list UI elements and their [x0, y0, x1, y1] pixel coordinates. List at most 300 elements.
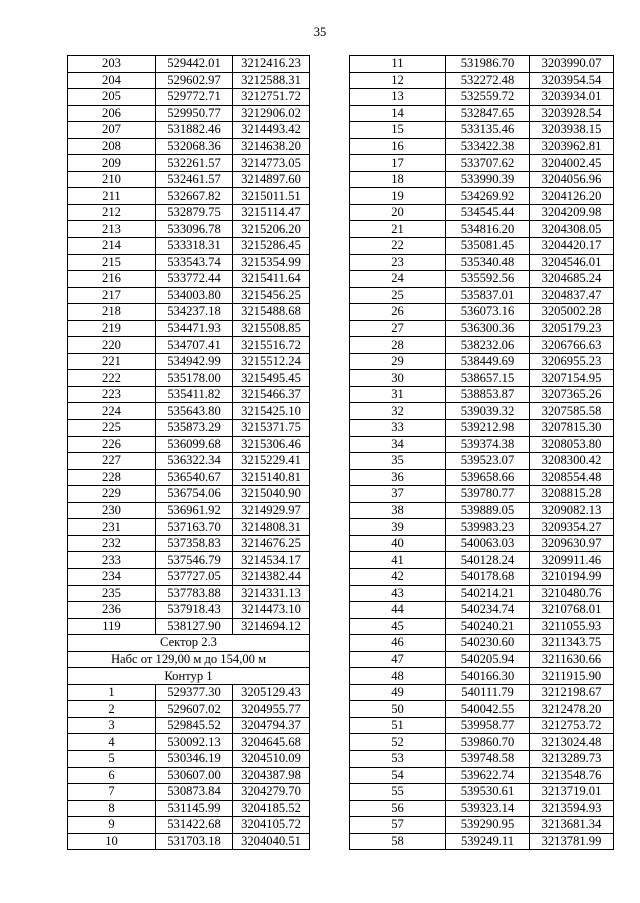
y-coordinate-cell: 3214808.31	[233, 519, 310, 536]
y-coordinate-cell: 3203962.81	[530, 138, 614, 155]
x-coordinate-cell: 532559.72	[446, 89, 530, 106]
point-number-cell: 212	[68, 204, 156, 221]
y-coordinate-cell: 3213548.76	[530, 767, 614, 784]
y-coordinate-cell: 3203990.07	[530, 56, 614, 73]
y-coordinate-cell: 3214676.25	[233, 535, 310, 552]
table-row	[68, 817, 310, 834]
table-row	[350, 784, 614, 801]
point-number-cell: 208	[68, 138, 156, 155]
table-row	[68, 403, 310, 420]
table-row	[350, 254, 614, 271]
x-coordinate-cell: 533318.31	[156, 238, 233, 255]
y-coordinate-cell: 3204546.01	[530, 254, 614, 271]
point-number-cell: 3	[68, 717, 156, 734]
point-number-cell: 216	[68, 271, 156, 288]
x-coordinate-cell: 536961.92	[156, 502, 233, 519]
point-number-cell: 6	[68, 767, 156, 784]
table-row	[350, 403, 614, 420]
table-row	[350, 767, 614, 784]
point-number-cell: 53	[350, 750, 446, 767]
table-row	[350, 469, 614, 486]
x-coordinate-cell: 532261.57	[156, 155, 233, 172]
table-row	[68, 502, 310, 519]
table-row	[68, 188, 310, 205]
x-coordinate-cell: 537163.70	[156, 519, 233, 536]
y-coordinate-cell: 3204387.98	[233, 767, 310, 784]
x-coordinate-cell: 533135.46	[446, 122, 530, 139]
y-coordinate-cell: 3210480.76	[530, 585, 614, 602]
y-coordinate-cell: 3209354.27	[530, 519, 614, 536]
y-coordinate-cell: 3214473.10	[233, 602, 310, 619]
x-coordinate-cell: 529377.30	[156, 684, 233, 701]
sector-title: Сектор 2.3	[68, 635, 310, 652]
x-coordinate-cell: 534237.18	[156, 304, 233, 321]
point-number-cell: 16	[350, 138, 446, 155]
table-row	[68, 221, 310, 238]
x-coordinate-cell: 539530.61	[446, 784, 530, 801]
point-number-cell: 27	[350, 320, 446, 337]
table-row	[68, 784, 310, 801]
y-coordinate-cell: 3212416.23	[233, 56, 310, 73]
x-coordinate-cell: 540042.55	[446, 701, 530, 718]
table-row	[68, 750, 310, 767]
x-coordinate-cell: 539748.58	[446, 750, 530, 767]
x-coordinate-cell: 538232.06	[446, 337, 530, 354]
x-coordinate-cell: 529772.71	[156, 89, 233, 106]
y-coordinate-cell: 3208053.80	[530, 436, 614, 453]
table-row	[350, 833, 614, 850]
table-row	[350, 602, 614, 619]
x-coordinate-cell: 530346.19	[156, 750, 233, 767]
x-coordinate-cell: 540166.30	[446, 668, 530, 685]
x-coordinate-cell: 531703.18	[156, 833, 233, 850]
table-row	[350, 668, 614, 685]
table-row	[350, 817, 614, 834]
y-coordinate-cell: 3214638.20	[233, 138, 310, 155]
x-coordinate-cell: 534942.99	[156, 353, 233, 370]
table-row	[68, 138, 310, 155]
y-coordinate-cell: 3205002.28	[530, 304, 614, 321]
x-coordinate-cell: 534003.80	[156, 287, 233, 304]
x-coordinate-cell: 534471.93	[156, 320, 233, 337]
table-row	[350, 684, 614, 701]
point-number-cell: 232	[68, 535, 156, 552]
x-coordinate-cell: 533707.62	[446, 155, 530, 172]
point-number-cell: 221	[68, 353, 156, 370]
point-number-cell: 18	[350, 171, 446, 188]
x-coordinate-cell: 529442.01	[156, 56, 233, 73]
x-coordinate-cell: 539523.07	[446, 453, 530, 470]
point-number-cell: 20	[350, 204, 446, 221]
y-coordinate-cell: 3215456.25	[233, 287, 310, 304]
point-number-cell: 234	[68, 568, 156, 585]
point-number-cell: 17	[350, 155, 446, 172]
y-coordinate-cell: 3203954.54	[530, 72, 614, 89]
table-row	[350, 519, 614, 536]
point-number-cell: 226	[68, 436, 156, 453]
y-coordinate-cell: 3204002.45	[530, 155, 614, 172]
sector-height-range: Набс от 129,00 м до 154,00 м	[68, 651, 310, 668]
table-row	[350, 155, 614, 172]
table-row	[68, 122, 310, 139]
point-number-cell: 36	[350, 469, 446, 486]
point-number-cell: 223	[68, 386, 156, 403]
table-row	[68, 486, 310, 503]
point-number-cell: 215	[68, 254, 156, 271]
point-number-cell: 231	[68, 519, 156, 536]
table-row	[68, 386, 310, 403]
y-coordinate-cell: 3205129.43	[233, 684, 310, 701]
sector-title-row	[68, 635, 310, 652]
x-coordinate-cell: 540205.94	[446, 651, 530, 668]
point-number-cell: 26	[350, 304, 446, 321]
table-row	[68, 337, 310, 354]
y-coordinate-cell: 3214331.13	[233, 585, 310, 602]
point-number-cell: 33	[350, 420, 446, 437]
y-coordinate-cell: 3204420.17	[530, 238, 614, 255]
y-coordinate-cell: 3214534.17	[233, 552, 310, 569]
x-coordinate-cell: 540111.79	[446, 684, 530, 701]
table-row	[68, 800, 310, 817]
y-coordinate-cell: 3211055.93	[530, 618, 614, 635]
point-number-cell: 217	[68, 287, 156, 304]
table-row	[68, 684, 310, 701]
point-number-cell: 13	[350, 89, 446, 106]
point-number-cell: 228	[68, 469, 156, 486]
point-number-cell: 21	[350, 221, 446, 238]
point-number-cell: 235	[68, 585, 156, 602]
y-coordinate-cell: 3203938.15	[530, 122, 614, 139]
y-coordinate-cell: 3209630.97	[530, 535, 614, 552]
table-row	[350, 420, 614, 437]
point-number-cell: 205	[68, 89, 156, 106]
x-coordinate-cell: 529845.52	[156, 717, 233, 734]
table-row	[350, 717, 614, 734]
x-coordinate-cell: 529607.02	[156, 701, 233, 718]
x-coordinate-cell: 531986.70	[446, 56, 530, 73]
x-coordinate-cell: 532272.48	[446, 72, 530, 89]
x-coordinate-cell: 536540.67	[156, 469, 233, 486]
y-coordinate-cell: 3214493.42	[233, 122, 310, 139]
point-number-cell: 34	[350, 436, 446, 453]
y-coordinate-cell: 3212198.67	[530, 684, 614, 701]
table-row	[350, 535, 614, 552]
table-row	[350, 585, 614, 602]
x-coordinate-cell: 539889.05	[446, 502, 530, 519]
point-number-cell: 210	[68, 171, 156, 188]
point-number-cell: 28	[350, 337, 446, 354]
point-number-cell: 44	[350, 602, 446, 619]
y-coordinate-cell: 3214694.12	[233, 618, 310, 635]
y-coordinate-cell: 3213289.73	[530, 750, 614, 767]
y-coordinate-cell: 3204308.05	[530, 221, 614, 238]
x-coordinate-cell: 535178.00	[156, 370, 233, 387]
point-number-cell: 207	[68, 122, 156, 139]
point-number-cell: 206	[68, 105, 156, 122]
point-number-cell: 211	[68, 188, 156, 205]
y-coordinate-cell: 3209082.13	[530, 502, 614, 519]
point-number-cell: 204	[68, 72, 156, 89]
y-coordinate-cell: 3214382.44	[233, 568, 310, 585]
x-coordinate-cell: 539039.32	[446, 403, 530, 420]
y-coordinate-cell: 3212478.20	[530, 701, 614, 718]
x-coordinate-cell: 539958.77	[446, 717, 530, 734]
contour-title: Контур 1	[68, 668, 310, 685]
y-coordinate-cell: 3210768.01	[530, 602, 614, 619]
y-coordinate-cell: 3204279.70	[233, 784, 310, 801]
x-coordinate-cell: 533772.44	[156, 271, 233, 288]
x-coordinate-cell: 532461.57	[156, 171, 233, 188]
y-coordinate-cell: 3204837.47	[530, 287, 614, 304]
point-number-cell: 12	[350, 72, 446, 89]
x-coordinate-cell: 536300.36	[446, 320, 530, 337]
x-coordinate-cell: 537546.79	[156, 552, 233, 569]
point-number-cell: 52	[350, 734, 446, 751]
x-coordinate-cell: 535411.82	[156, 386, 233, 403]
point-number-cell: 22	[350, 238, 446, 255]
table-row	[350, 171, 614, 188]
y-coordinate-cell: 3214897.60	[233, 171, 310, 188]
y-coordinate-cell: 3214773.05	[233, 155, 310, 172]
x-coordinate-cell: 538127.90	[156, 618, 233, 635]
point-number-cell: 10	[68, 833, 156, 850]
table-row	[68, 618, 310, 635]
y-coordinate-cell: 3213594.93	[530, 800, 614, 817]
point-number-cell: 50	[350, 701, 446, 718]
point-number-cell: 9	[68, 817, 156, 834]
x-coordinate-cell: 534816.20	[446, 221, 530, 238]
y-coordinate-cell: 3213681.34	[530, 817, 614, 834]
x-coordinate-cell: 532847.65	[446, 105, 530, 122]
point-number-cell: 1	[68, 684, 156, 701]
y-coordinate-cell: 3215371.75	[233, 420, 310, 437]
y-coordinate-cell: 3215488.68	[233, 304, 310, 321]
y-coordinate-cell: 3214929.97	[233, 502, 310, 519]
point-number-cell: 214	[68, 238, 156, 255]
point-number-cell: 29	[350, 353, 446, 370]
table-row	[350, 122, 614, 139]
x-coordinate-cell: 534545.44	[446, 204, 530, 221]
point-number-cell: 31	[350, 386, 446, 403]
table-row	[68, 535, 310, 552]
table-row	[350, 370, 614, 387]
point-number-cell: 7	[68, 784, 156, 801]
table-row	[68, 204, 310, 221]
table-row	[350, 271, 614, 288]
point-number-cell: 46	[350, 635, 446, 652]
table-row	[68, 304, 310, 321]
y-coordinate-cell: 3203928.54	[530, 105, 614, 122]
table-row	[68, 238, 310, 255]
x-coordinate-cell: 535873.29	[156, 420, 233, 437]
y-coordinate-cell: 3211915.90	[530, 668, 614, 685]
y-coordinate-cell: 3204126.20	[530, 188, 614, 205]
y-coordinate-cell: 3213024.48	[530, 734, 614, 751]
y-coordinate-cell: 3207154.95	[530, 370, 614, 387]
x-coordinate-cell: 532068.36	[156, 138, 233, 155]
x-coordinate-cell: 539212.98	[446, 420, 530, 437]
point-number-cell: 219	[68, 320, 156, 337]
table-row	[350, 486, 614, 503]
page-number: 35	[313, 25, 327, 39]
x-coordinate-cell: 537783.88	[156, 585, 233, 602]
x-coordinate-cell: 537918.43	[156, 602, 233, 619]
table-row	[350, 353, 614, 370]
x-coordinate-cell: 538449.69	[446, 353, 530, 370]
point-number-cell: 4	[68, 734, 156, 751]
point-number-cell: 57	[350, 817, 446, 834]
coordinates-table-left	[67, 55, 310, 850]
point-number-cell: 30	[350, 370, 446, 387]
point-number-cell: 11	[350, 56, 446, 73]
point-number-cell: 19	[350, 188, 446, 205]
x-coordinate-cell: 535643.80	[156, 403, 233, 420]
x-coordinate-cell: 536322.34	[156, 453, 233, 470]
table-row	[350, 568, 614, 585]
x-coordinate-cell: 529950.77	[156, 105, 233, 122]
point-number-cell: 224	[68, 403, 156, 420]
point-number-cell: 56	[350, 800, 446, 817]
point-number-cell: 58	[350, 833, 446, 850]
y-coordinate-cell: 3203934.01	[530, 89, 614, 106]
x-coordinate-cell: 530607.00	[156, 767, 233, 784]
y-coordinate-cell: 3215508.85	[233, 320, 310, 337]
point-number-cell: 8	[68, 800, 156, 817]
y-coordinate-cell: 3204185.52	[233, 800, 310, 817]
point-number-cell: 119	[68, 618, 156, 635]
point-number-cell: 54	[350, 767, 446, 784]
table-row	[350, 320, 614, 337]
table-row	[68, 56, 310, 73]
y-coordinate-cell: 3215466.37	[233, 386, 310, 403]
table-row	[350, 138, 614, 155]
x-coordinate-cell: 540240.21	[446, 618, 530, 635]
y-coordinate-cell: 3215512.24	[233, 353, 310, 370]
y-coordinate-cell: 3215040.90	[233, 486, 310, 503]
y-coordinate-cell: 3211630.66	[530, 651, 614, 668]
x-coordinate-cell: 540230.60	[446, 635, 530, 652]
x-coordinate-cell: 540063.03	[446, 535, 530, 552]
table-row	[350, 651, 614, 668]
table-row	[350, 204, 614, 221]
y-coordinate-cell: 3204056.96	[530, 171, 614, 188]
y-coordinate-cell: 3207815.30	[530, 420, 614, 437]
point-number-cell: 229	[68, 486, 156, 503]
x-coordinate-cell: 532879.75	[156, 204, 233, 221]
table-row	[350, 304, 614, 321]
table-row	[68, 552, 310, 569]
point-number-cell: 41	[350, 552, 446, 569]
y-coordinate-cell: 3210194.99	[530, 568, 614, 585]
x-coordinate-cell: 539780.77	[446, 486, 530, 503]
y-coordinate-cell: 3204209.98	[530, 204, 614, 221]
point-number-cell: 42	[350, 568, 446, 585]
point-number-cell: 47	[350, 651, 446, 668]
y-coordinate-cell: 3205179.23	[530, 320, 614, 337]
sector-height-range-row	[68, 651, 310, 668]
x-coordinate-cell: 532667.82	[156, 188, 233, 205]
table-row	[68, 519, 310, 536]
y-coordinate-cell: 3208300.42	[530, 453, 614, 470]
table-row	[350, 105, 614, 122]
x-coordinate-cell: 530873.84	[156, 784, 233, 801]
table-row	[68, 734, 310, 751]
y-coordinate-cell: 3208554.48	[530, 469, 614, 486]
table-row	[350, 337, 614, 354]
x-coordinate-cell: 536073.16	[446, 304, 530, 321]
table-row	[350, 221, 614, 238]
contour-title-row	[68, 668, 310, 685]
point-number-cell: 14	[350, 105, 446, 122]
x-coordinate-cell: 539374.38	[446, 436, 530, 453]
point-number-cell: 25	[350, 287, 446, 304]
table-row	[68, 370, 310, 387]
table-row	[68, 72, 310, 89]
x-coordinate-cell: 536099.68	[156, 436, 233, 453]
x-coordinate-cell: 531422.68	[156, 817, 233, 834]
table-row	[350, 89, 614, 106]
table-row	[350, 386, 614, 403]
x-coordinate-cell: 540234.74	[446, 602, 530, 619]
table-row	[68, 453, 310, 470]
y-coordinate-cell: 3208815.28	[530, 486, 614, 503]
y-coordinate-cell: 3215425.10	[233, 403, 310, 420]
table-row	[68, 469, 310, 486]
y-coordinate-cell: 3215114.47	[233, 204, 310, 221]
x-coordinate-cell: 533422.38	[446, 138, 530, 155]
table-row	[350, 436, 614, 453]
table-row	[68, 602, 310, 619]
table-row	[350, 453, 614, 470]
y-coordinate-cell: 3215140.81	[233, 469, 310, 486]
point-number-cell: 209	[68, 155, 156, 172]
point-number-cell: 227	[68, 453, 156, 470]
x-coordinate-cell: 538853.87	[446, 386, 530, 403]
x-coordinate-cell: 535592.56	[446, 271, 530, 288]
y-coordinate-cell: 3212753.72	[530, 717, 614, 734]
table-row	[68, 155, 310, 172]
table-row	[350, 635, 614, 652]
y-coordinate-cell: 3209911.46	[530, 552, 614, 569]
x-coordinate-cell: 529602.97	[156, 72, 233, 89]
point-number-cell: 48	[350, 668, 446, 685]
point-number-cell: 45	[350, 618, 446, 635]
y-coordinate-cell: 3204685.24	[530, 271, 614, 288]
y-coordinate-cell: 3212906.02	[233, 105, 310, 122]
table-row	[350, 701, 614, 718]
point-number-cell: 24	[350, 271, 446, 288]
x-coordinate-cell: 535837.01	[446, 287, 530, 304]
point-number-cell: 38	[350, 502, 446, 519]
y-coordinate-cell: 3212588.31	[233, 72, 310, 89]
table-row	[68, 436, 310, 453]
point-number-cell: 203	[68, 56, 156, 73]
table-row	[68, 717, 310, 734]
x-coordinate-cell: 539249.11	[446, 833, 530, 850]
point-number-cell: 35	[350, 453, 446, 470]
table-row	[68, 287, 310, 304]
y-coordinate-cell: 3207585.58	[530, 403, 614, 420]
y-coordinate-cell: 3215411.64	[233, 271, 310, 288]
y-coordinate-cell: 3215206.20	[233, 221, 310, 238]
point-number-cell: 43	[350, 585, 446, 602]
table-row	[350, 56, 614, 73]
x-coordinate-cell: 537358.83	[156, 535, 233, 552]
y-coordinate-cell: 3212751.72	[233, 89, 310, 106]
table-row	[350, 750, 614, 767]
y-coordinate-cell: 3215286.45	[233, 238, 310, 255]
y-coordinate-cell: 3204645.68	[233, 734, 310, 751]
